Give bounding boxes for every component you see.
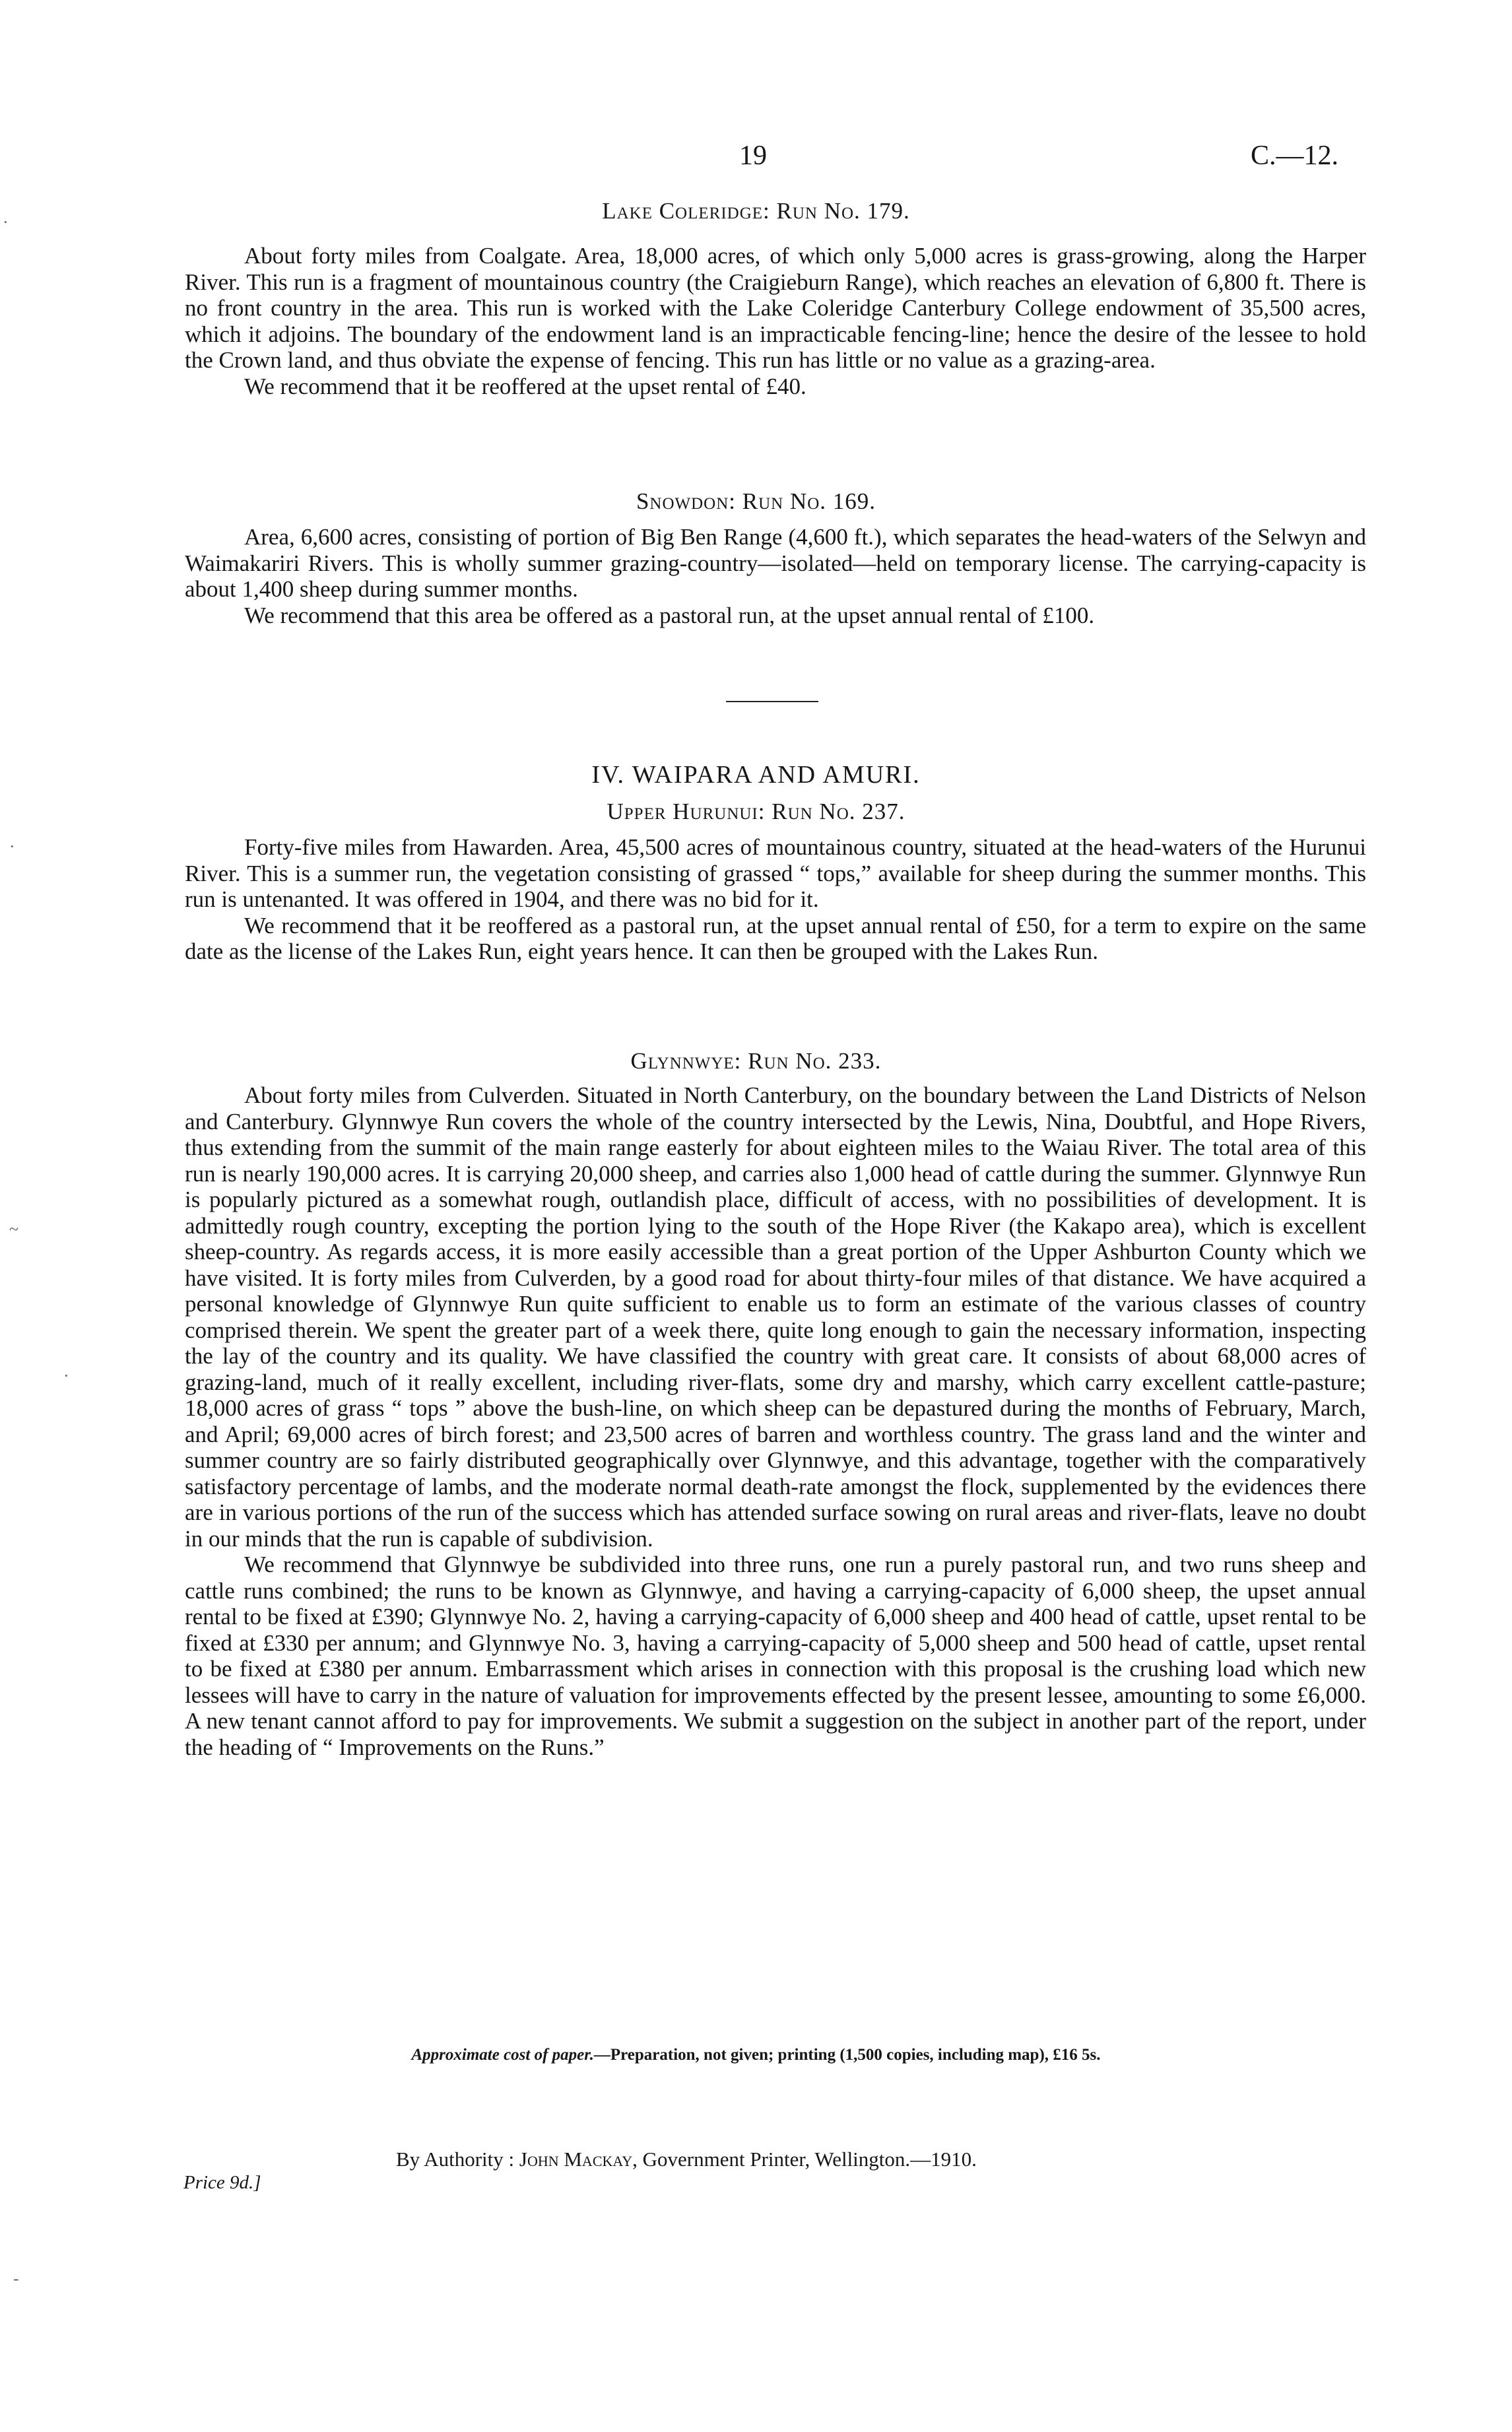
printer-imprint: [396, 2148, 977, 2171]
margin-mark: ·: [3, 213, 9, 232]
run-233-paragraph-2: We recommend that Glynnwye be subdivided into three runs, one run a purely pastoral run, and two runs sheep and cattle runs combined; the runs to be known as Glynnwye, and having a carrying-capacity of 6,000 sheep, the upset annual rental to be fixed at £390; Glynnwye No. 2, having a carrying-capacity of 6,000 sheep and 400 head of cattle, upset rental to be fixed at £330 per annum; and Glynnwye No. 3, having a carrying-capacity of 5,000 sheep and 500 head of cattle, upset rental to be fixed at £380 per annum. Embarrassment which arises in connection with this proposal is the crushing load which new lessees will have to carry in the nature of valuation for improvements effected by the present lessee, amounting to some £6,000. A new tenant cannot afford to pay for improvements. We submit a suggestion on the subject in another part of the report, under the heading of “ Improvements on the Runs.”: [185, 1552, 1366, 1760]
page-number: 19: [739, 141, 767, 171]
margin-mark: ~: [9, 1220, 19, 1239]
authority-suffix: , Government Printer, Wellington.—1910.: [632, 2148, 977, 2171]
cost-of-paper-note: [0, 2046, 1512, 2064]
run-169-paragraph-1: Area, 6,600 acres, consisting of portion of Big Ben Range (4,600 ft.), which separates the head-waters of the Selwyn and Waimakariri Rivers. This is wholly summer grazing-country—isolated—held on temporary license. The carrying-capacity is about 1,400 sheep during summer months.: [185, 524, 1366, 602]
run-233-heading: Glynnwye: Run No. 233.: [630, 1048, 882, 1074]
run-233-body: [185, 1082, 1366, 1760]
run-169-paragraph-2: We recommend that this area be offered as a pastoral run, at the upset annual rental of £100.: [244, 602, 1095, 628]
run-237-body: [185, 834, 1366, 965]
price-note: Price 9d.]: [183, 2172, 261, 2193]
cost-of-paper-text: —Preparation, not given; printing (1,500 copies, including map), £16 5s.: [593, 2046, 1101, 2064]
run-237-heading: Upper Hurunui: Run No. 237.: [607, 799, 905, 824]
run-179-body: [185, 243, 1366, 399]
authority-prefix: By Authority :: [396, 2148, 515, 2171]
run-179-heading: Lake Coleridge: Run No. 179.: [602, 198, 910, 224]
document-code: C.—12.: [1251, 141, 1339, 171]
run-169-body: [185, 524, 1366, 628]
margin-mark: ·: [63, 1366, 69, 1385]
run-237-paragraph-1: Forty-five miles from Hawarden. Area, 45,500 acres of mountainous country, situated at the head-waters of the Hurunui River. This is a summer run, the vegetation consisting of grassed “ tops,” available for sheep during the summer months. This run is untenanted. It was offered in 1904, and there was no bid for it.: [185, 834, 1366, 912]
run-179-paragraph-2: We recommend that it be reoffered at the upset rental of £40.: [244, 373, 806, 399]
section-title: IV. WAIPARA AND AMURI.: [591, 761, 921, 789]
run-169-heading: Snowdon: Run No. 169.: [636, 488, 876, 514]
run-233-paragraph-1: About forty miles from Culverden. Situated in North Canterbury, on the boundary between the Land Districts of Nelson and Canterbury. Glynnwye Run covers the whole of the country intersected by the Lewis, Nina, Doubtful, and Hope Rivers, thus extending from the summit of the main range easterly for about eighteen miles to the Waiau River. The total area of this run is nearly 190,000 acres. It is carrying 20,000 sheep, and carries also 1,000 head of cattle during the summer. Glynnwye Run is popularly pictured as a somewhat rough, outlandish place, difficult of access, with no possibilities of development. It is admittedly rough country, excepting the portion lying to the south of the Hope River (the Kakapo area), which is excellent sheep-country. As regards access, it is more easily accessible than a great portion of the Upper Ashburton County which we have visited. It is forty miles from Culverden, by a good road for about thirty-four miles of that distance. We have acquired a personal knowledge of Glynnwye Run quite sufficient to enable us to form an estimate of the various classes of country comprised therein. We spent the greater part of a week there, quite long enough to gain the necessary information, inspecting the lay of the country and its quality. We have classified the country with great care. It consists of about 68,000 acres of grazing-land, much of it really excellent, including river-flats, some dry and marshy, which carry excellent cattle-pasture; 18,000 acres of grass “ tops ” above the bush-line, on which sheep can be depastured during the months of February, March, and April; 69,000 acres of birch forest; and 23,500 acres of barren and worthless country. The grass land and the winter and summer country are so fairly distributed geographically over Glynnwye, and this advantage, together with the comparatively satisfactory percentage of lambs, and the moderate normal death-rate amongst the flock, supplemented by the evidences there are in various portions of the run of the success which has attended surface sowing on rural areas and river-flats, leave no doubt in our minds that the run is capable of subdivision.: [185, 1082, 1366, 1552]
section-divider: [726, 701, 818, 702]
margin-mark: ·: [9, 837, 15, 856]
printer-name: John Mackay: [519, 2148, 633, 2171]
run-179-paragraph-1: About forty miles from Coalgate. Area, 18,000 acres, of which only 5,000 acres is grass-growing, along the Harper River. This run is a fragment of mountainous country (the Craigieburn Range), which reaches an elevation of 6,800 ft. There is no front country in the area. This run is worked with the Lake Coleridge Canterbury College endowment of 35,500 acres, which it adjoins. The boundary of the endowment land is an impracticable fencing-line; hence the desire of the lessee to hold the Crown land, and thus obviate the expense of fencing. This run has little or no value as a grazing-area.: [185, 243, 1366, 373]
cost-of-paper-label: Approximate cost of paper.: [411, 2046, 594, 2064]
run-237-paragraph-2: We recommend that it be reoffered as a pastoral run, at the upset annual rental of £50, for a term to expire on the same date as the license of the Lakes Run, eight years hence. It can then be grouped with the Lakes Run.: [185, 912, 1366, 964]
margin-mark: -: [13, 2269, 19, 2288]
